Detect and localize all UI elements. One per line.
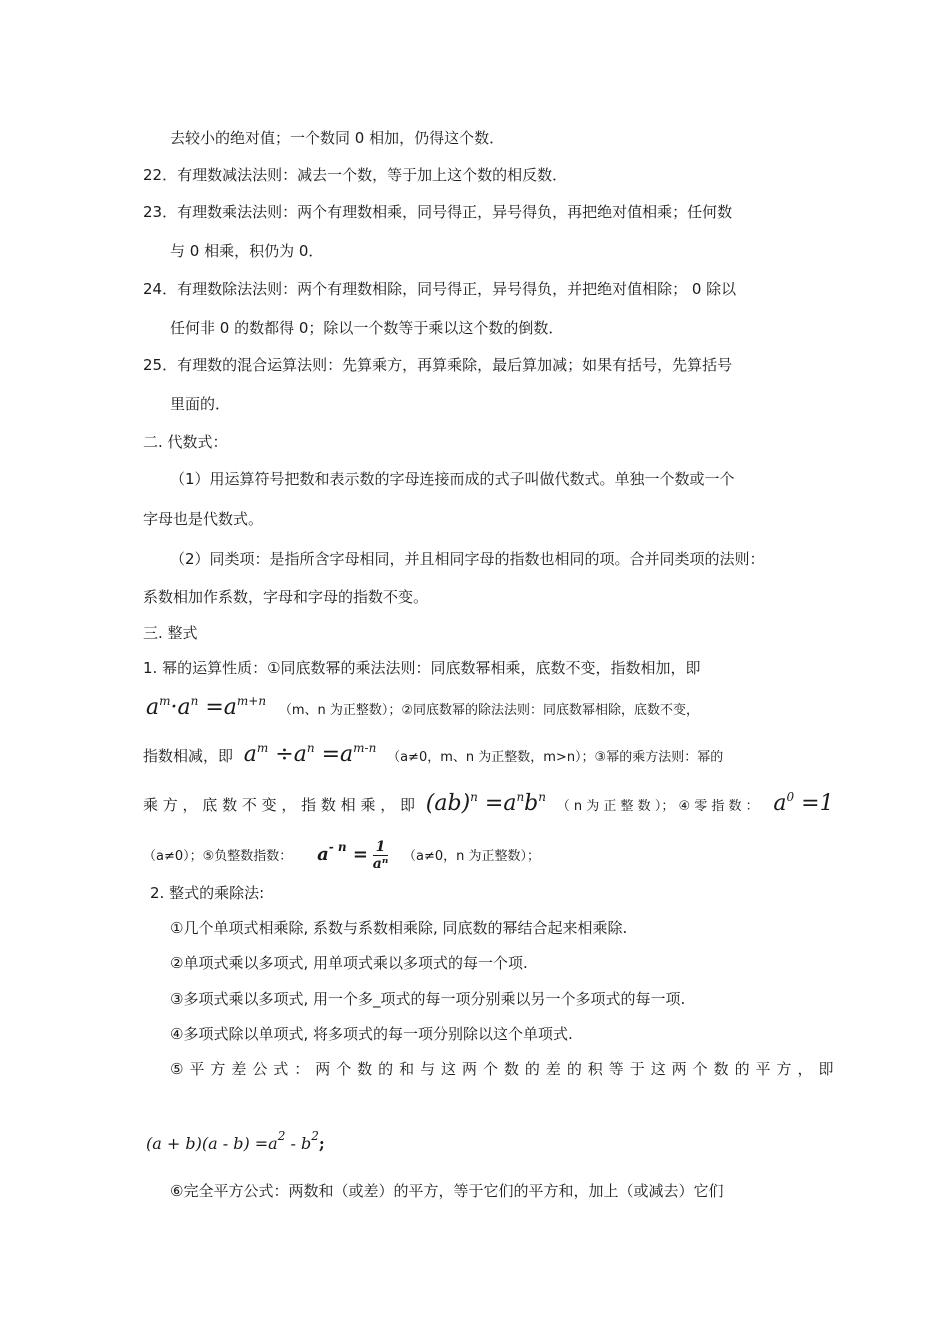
rule-24: 24．有理数除法法则：两个有理数相除，同号得正，异号得负，并把绝对值相除； 0 除以: [143, 280, 737, 298]
formula-negative-exponent: $a^{- n}$ =: [317, 840, 368, 865]
rule-24-cont: 任何非 0 的数都得 0；除以一个数等于乘以这个数的倒数．: [170, 319, 564, 337]
paragraph-1: （1）用运算符号把数和表示数的字母连接而成的式子叫做代数式。单独一个数或一个: [170, 470, 735, 488]
rule-22: 22．有理数减法法则：减去一个数，等于加上这个数的相反数．: [143, 166, 568, 184]
power-rules-line-3: 指数相减，即 $a^m \div a^n =a^{m-n}$ （a≠0，m、n 为正整数，m>n）；③幂的乘方法则：幂的: [143, 741, 724, 767]
formula-power-of-product: $(ab)^n =a^nb^n$: [425, 790, 546, 816]
paragraph-2: （2）同类项：是指所含字母相同，并且相同字母的指数也相同的项。合并同类项的法则：: [170, 550, 765, 568]
power-rules-line-5: （a≠0）；⑤负整数指数： $a^{- n}$ = $\frac{1}{\text{aⁿ}}$ （a≠0，n 为正整数）；: [143, 839, 541, 872]
formula-quotient-rule: $a^m \div a^n =a^{m-n}$: [243, 741, 377, 767]
multiplication-title: 2. 整式的乘除法:: [150, 884, 265, 902]
rule-item-5: ⑤ 平 方 差 公 式 ： 两 个 数 的 和 与 这 两 个 数 的 差 的 积 等 于 这 两 个 数 的 平 方 ， 即: [170, 1060, 835, 1078]
rule-item-4: ④多项式除以单项式, 将多项式的每一项分别除以这个单项式.: [170, 1025, 573, 1043]
rule-item-3: ③多项式乘以多项式, 用一个多_项式的每一项分别乘以另一个多项式的每一项.: [170, 990, 686, 1008]
rule-23-cont: 与 0 相乘，积仍为 0．: [170, 242, 324, 260]
rule-25-cont: 里面的．: [170, 395, 231, 413]
formula-difference-of-squares: $(a + b)(a - b) =a^2 - b^2$;: [146, 1129, 325, 1153]
rule-23: 23．有理数乘法法则：两个有理数相乘，同号得正，异号得负，再把绝对值相乘；任何数: [143, 203, 733, 221]
formula-zero-exponent: $a^0 =1$: [773, 790, 834, 816]
rule-25: 25．有理数的混合运算法则：先算乘方，再算乘除，最后算加减；如果有括号，先算括号: [143, 356, 733, 374]
fraction: $\frac{1}{\text{aⁿ}}$: [372, 839, 389, 872]
power-rules-line-2: $a^m\cdot a^n =a^{m+n}$ （m、n 为正整数）；②同底数幂的除法法则：同底数幂相除，底数不变，: [146, 694, 700, 720]
power-rules-line-4: 乘 方 ， 底 数 不 变 ， 指 数 相 乘 ， 即 $(ab)^n =a^nb^n$ （ n 为 正 整 数 ）； ④ 零 指 数 ： $a^0 =1$: [143, 790, 834, 816]
section-heading-2: 二. 代数式：: [143, 433, 228, 451]
rule-item-6: ⑥完全平方公式：两数和（或差）的平方，等于它们的平方和，加上（或减去）它们: [170, 1182, 724, 1200]
section-heading-3: 三. 整式: [143, 624, 198, 642]
paragraph-1-cont: 字母也是代数式。: [143, 510, 264, 528]
rule-item-2: ②单项式乘以多项式, 用单项式乘以多项式的每一个项.: [170, 954, 528, 972]
power-rules-title: 1. 幂的运算性质：①同底数幂的乘法法则：同底数幂相乘，底数不变，指数相加，即: [143, 659, 701, 677]
text-line: 去较小的绝对值；一个数同 0 相加，仍得这个数．: [170, 129, 505, 147]
formula-product-rule: $a^m\cdot a^n =a^{m+n}$: [146, 694, 267, 720]
paragraph-2-cont: 系数相加作系数，字母和字母的指数不变。: [143, 588, 429, 606]
rule-item-1: ①几个单项式相乘除, 系数与系数相乘除, 同底数的幂结合起来相乘除.: [170, 919, 628, 937]
